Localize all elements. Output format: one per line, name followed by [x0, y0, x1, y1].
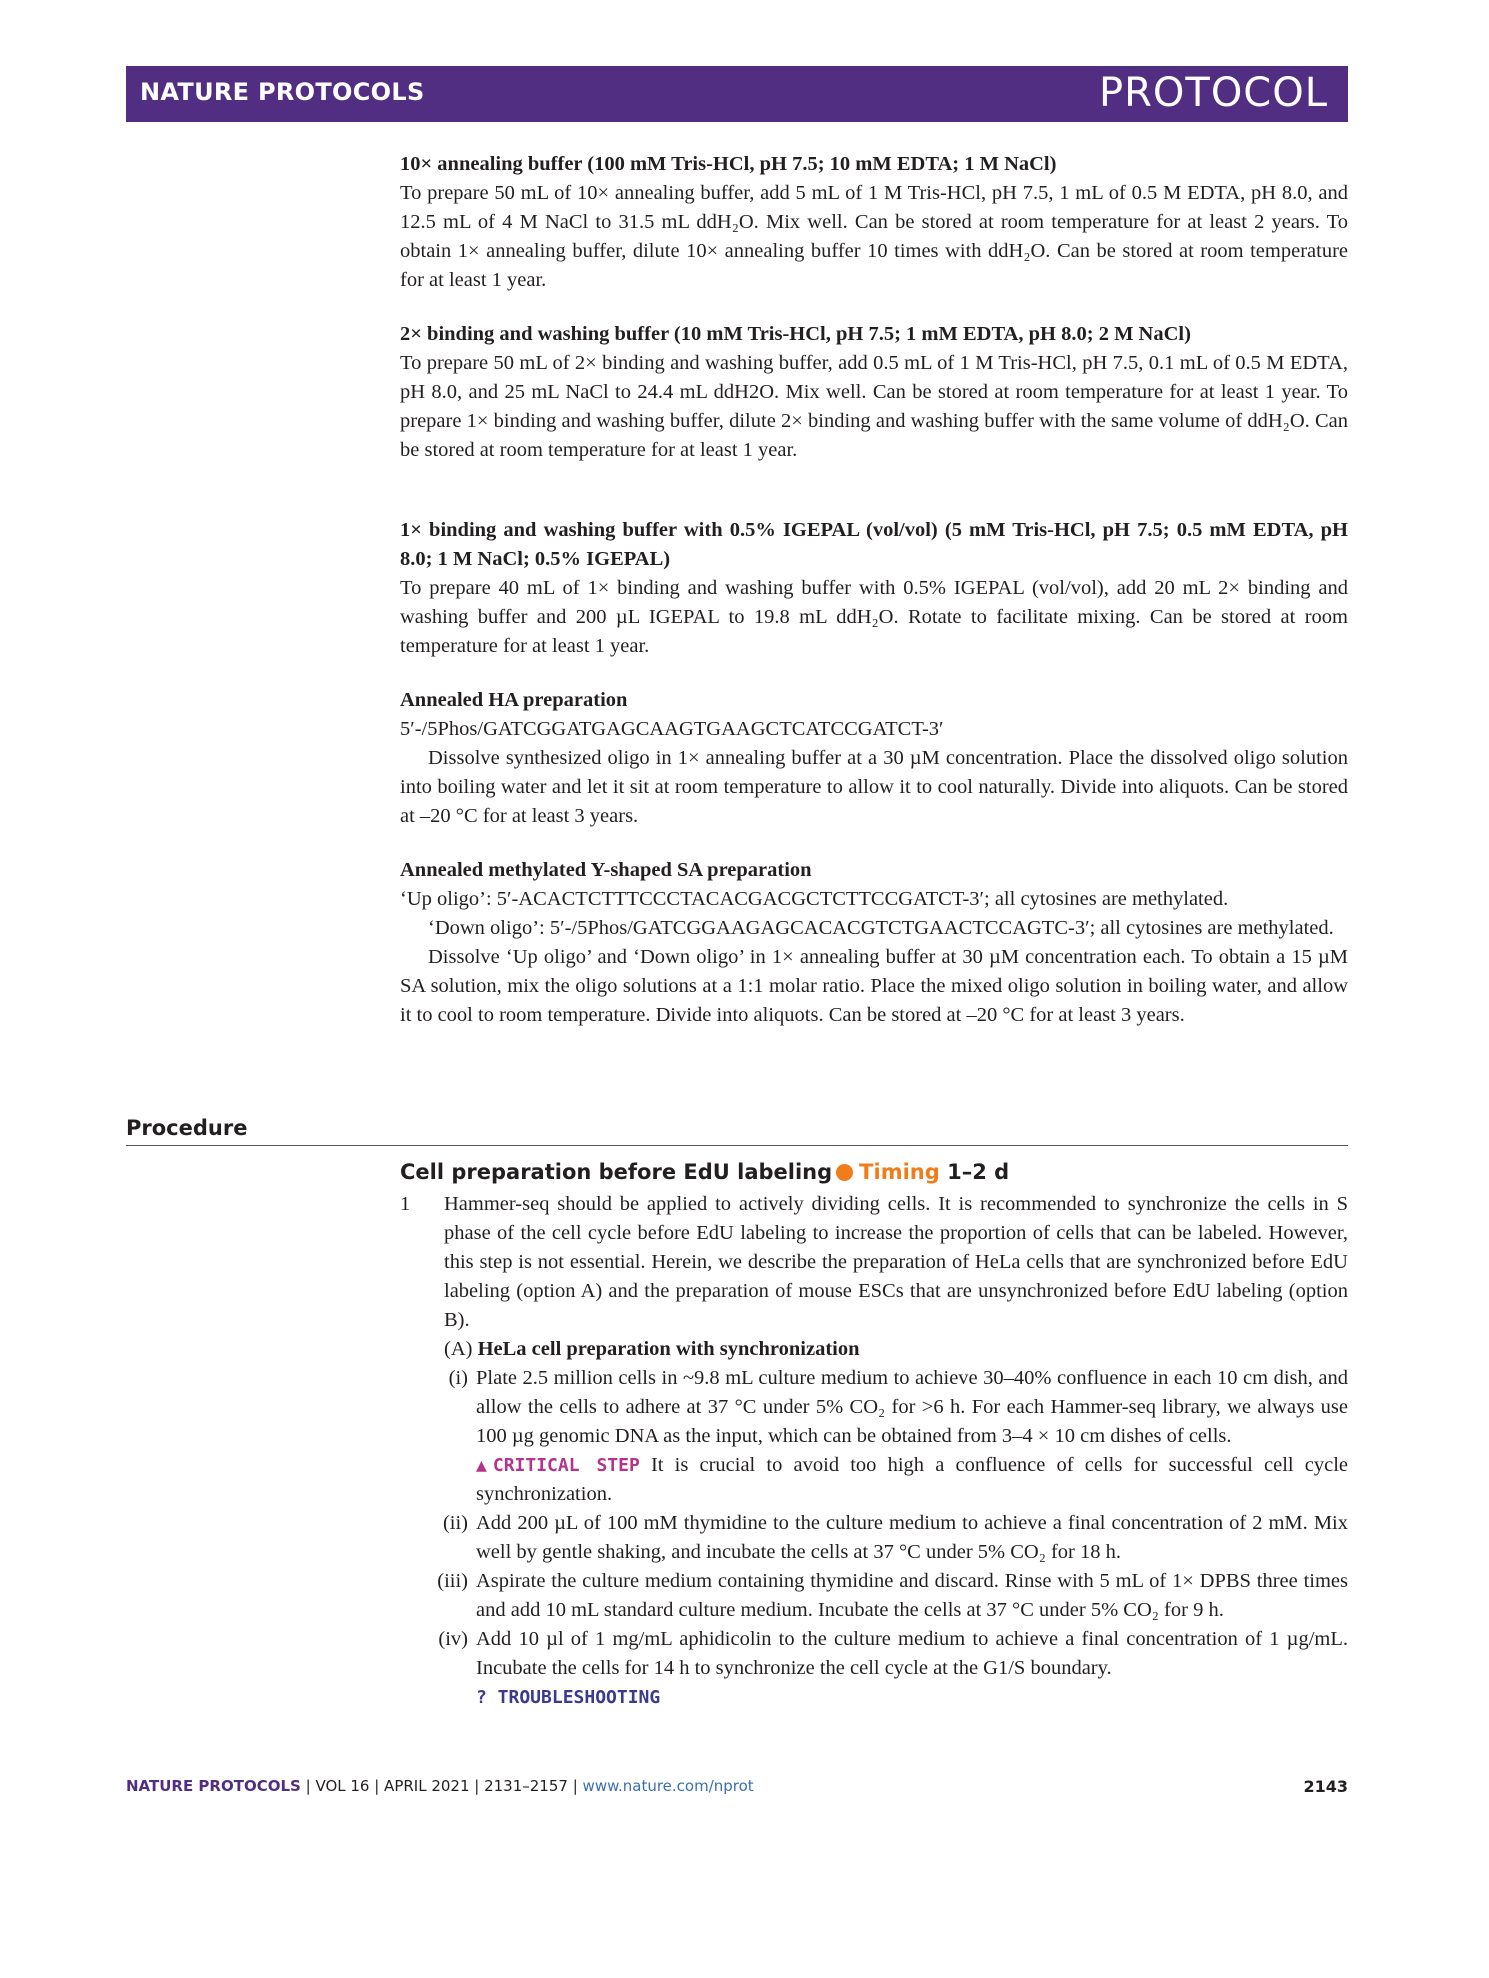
sub-step-text: Aspirate the culture medium containing thymidine and discard. Rinse with 5 mL of 1× DPBS three times and add 10 mL standard culture medium. Incubate the cells at 37 °C under 5% CO₂ for 9 h. — [476, 1570, 1348, 1621]
sub-step-iii — [437, 1567, 1348, 1625]
footer-journal: NATURE PROTOCOLS — [126, 1777, 301, 1795]
sa-down-oligo: ‘Down oligo’: 5′-/5Phos/GATCGGAAGAGCACACGTCTGAACTCCAGTC-3′; all cytosines are methylated. — [428, 917, 1334, 939]
sub-step-text: Plate 2.5 million cells in ~9.8 mL culture medium to achieve 30–40% confluence in each 10 cm dish, and allow the cells to adhere at 37 °C under 5% CO₂ for >6 h. For each Hammer-seq library, we always use 100 µg genomic DNA as the input, which can be obtained from 3–4 × 10 cm dishes of cells. — [476, 1367, 1348, 1447]
option-a — [444, 1335, 1348, 1364]
sub-step-text: Add 10 µl of 1 mg/mL aphidicolin to the culture medium to achieve a final concentration of 1 µg/mL. Incubate the cells for 14 h to synchronize the cell cycle at the G1/S boundary. — [476, 1628, 1348, 1679]
sub-step-number: (i) — [448, 1367, 468, 1389]
sub-step-ii — [442, 1509, 1348, 1567]
sub-step-number: (ii) — [442, 1512, 468, 1534]
troubleshooting-link[interactable]: ? TROUBLESHOOTING — [476, 1687, 661, 1708]
footer-url[interactable]: www.nature.com/nprot — [582, 1777, 754, 1795]
reagent-binding-buffer — [400, 320, 1348, 465]
sa-up-oligo: ‘Up oligo’: 5′-ACACTCTTTCCCTACACGACGCTCTTCCGATCT-3′; all cytosines are methylated. — [400, 888, 1229, 910]
subsection-title: Cell preparation before EdU labeling — [400, 1160, 833, 1184]
subsection-heading — [400, 1160, 1009, 1184]
header-banner — [126, 66, 1348, 122]
ha-sequence: 5′-/5Phos/GATCGGATGAGCAAGTGAAGCTCATCCGATCT-3′ — [400, 718, 944, 740]
option-title: HeLa cell preparation with synchronization — [477, 1338, 860, 1360]
page-number: 2143 — [1303, 1777, 1348, 1796]
reagent-igepal-buffer — [400, 516, 1348, 661]
journal-name: NATURE PROTOCOLS — [140, 78, 425, 106]
sub-step-iv — [438, 1625, 1348, 1683]
timing-label: Timing — [859, 1160, 940, 1184]
sa-preparation — [400, 856, 1348, 1030]
footer-citation: | VOL 16 | APRIL 2021 | 2131–2157 | — [305, 1777, 578, 1795]
troubleshooting-note — [476, 1683, 1348, 1712]
reagent-annealing-buffer — [400, 150, 1348, 295]
sa-title: Annealed methylated Y-shaped SA preparation — [400, 859, 812, 881]
reagent-body: To prepare 40 mL of 1× binding and washing buffer with 0.5% IGEPAL (vol/vol), add 20 mL 2× binding and washing buffer and 200 µL IGEPAL to 19.8 mL ddH₂O. Rotate to facilitate mixing. Can be stored at room temperature for at least 1 year. — [400, 577, 1348, 657]
procedure-heading: Procedure — [126, 1116, 248, 1140]
critical-step-text: It is crucial to avoid too high a confluence of cells for successful cell cycle synchronization. — [476, 1454, 1348, 1505]
reagent-body: To prepare 50 mL of 2× binding and washing buffer, add 0.5 mL of 1 M Tris-HCl, pH 7.5, 0.1 mL of 0.5 M EDTA, pH 8.0, and 25 mL NaCl to 24.4 mL ddH2O. Mix well. Can be stored at room temperature for at least 1 year. To prepare 1× binding and washing buffer, dilute 2× binding and washing buffer with the same volume of ddH₂O. Can be stored at room temperature for at least 1 year. — [400, 352, 1348, 461]
reagent-title: 1× binding and washing buffer with 0.5% IGEPAL (vol/vol) (5 mM Tris-HCl, pH 7.5; 0.5 mM EDTA, pH 8.0; 1 M NaCl; 0.5% IGEPAL) — [400, 519, 1348, 570]
sa-body: Dissolve ‘Up oligo’ and ‘Down oligo’ in 1× annealing buffer at 30 µM concentration each. To obtain a 15 µM SA solution, mix the oligo solutions at a 1:1 molar ratio. Place the mixed oligo solution in boiling water, and allow it to cool to room temperature. Divide into aliquots. Can be stored at –20 °C for at least 3 years. — [400, 946, 1348, 1026]
option-label: (A) — [444, 1338, 473, 1360]
procedure-step-1 — [400, 1190, 1348, 1712]
sub-step-i — [448, 1364, 1348, 1451]
reagent-title: 10× annealing buffer (100 mM Tris-HCl, pH 7.5; 10 mM EDTA; 1 M NaCl) — [400, 153, 1057, 175]
timing-dot-icon — [836, 1164, 853, 1181]
article-type: PROTOCOL — [1098, 70, 1328, 116]
sub-step-text: Add 200 µL of 100 mM thymidine to the culture medium to achieve a final concentration of 2 mM. Mix well by gentle shaking, and incubate the cells at 37 °C under 5% CO₂ for 18 h. — [476, 1512, 1348, 1563]
sub-step-number: (iv) — [438, 1628, 468, 1650]
reagent-body: To prepare 50 mL of 10× annealing buffer, add 5 mL of 1 M Tris-HCl, pH 7.5, 1 mL of 0.5 M EDTA, pH 8.0, and 12.5 mL of 4 M NaCl to 31.5 mL ddH₂O. Mix well. Can be stored at room temperature for at least 2 years. To obtain 1× annealing buffer, dilute 10× annealing buffer 10 times with ddH₂O. Can be stored at room temperature for at least 1 year. — [400, 182, 1348, 291]
sub-step-number: (iii) — [437, 1570, 468, 1592]
section-divider — [126, 1145, 1348, 1146]
critical-step-note — [476, 1451, 1348, 1509]
ha-title: Annealed HA preparation — [400, 689, 628, 711]
step-number: 1 — [400, 1193, 411, 1215]
page-footer — [126, 1777, 1348, 1795]
reagent-title: 2× binding and washing buffer (10 mM Tris-HCl, pH 7.5; 1 mM EDTA, pH 8.0; 2 M NaCl) — [400, 323, 1191, 345]
ha-body: Dissolve synthesized oligo in 1× annealing buffer at a 30 µM concentration. Place the dissolved oligo solution into boiling water and let it sit at room temperature to allow it to cool naturally. Divide into aliquots. Can be stored at –20 °C for at least 3 years. — [400, 747, 1348, 827]
ha-preparation — [400, 686, 1348, 831]
critical-step-label: ▲CRITICAL STEP — [476, 1455, 640, 1476]
step-body: Hammer-seq should be applied to actively dividing cells. It is recommended to synchronize the cells in S phase of the cell cycle before EdU labeling to increase the proportion of cells that can be labeled. However, this step is not essential. Herein, we describe the preparation of HeLa cells that are synchronized before EdU labeling (option A) and the preparation of mouse ESCs that are unsynchronized before EdU labeling (option B). — [444, 1193, 1348, 1331]
timing-value: 1–2 d — [947, 1160, 1010, 1184]
